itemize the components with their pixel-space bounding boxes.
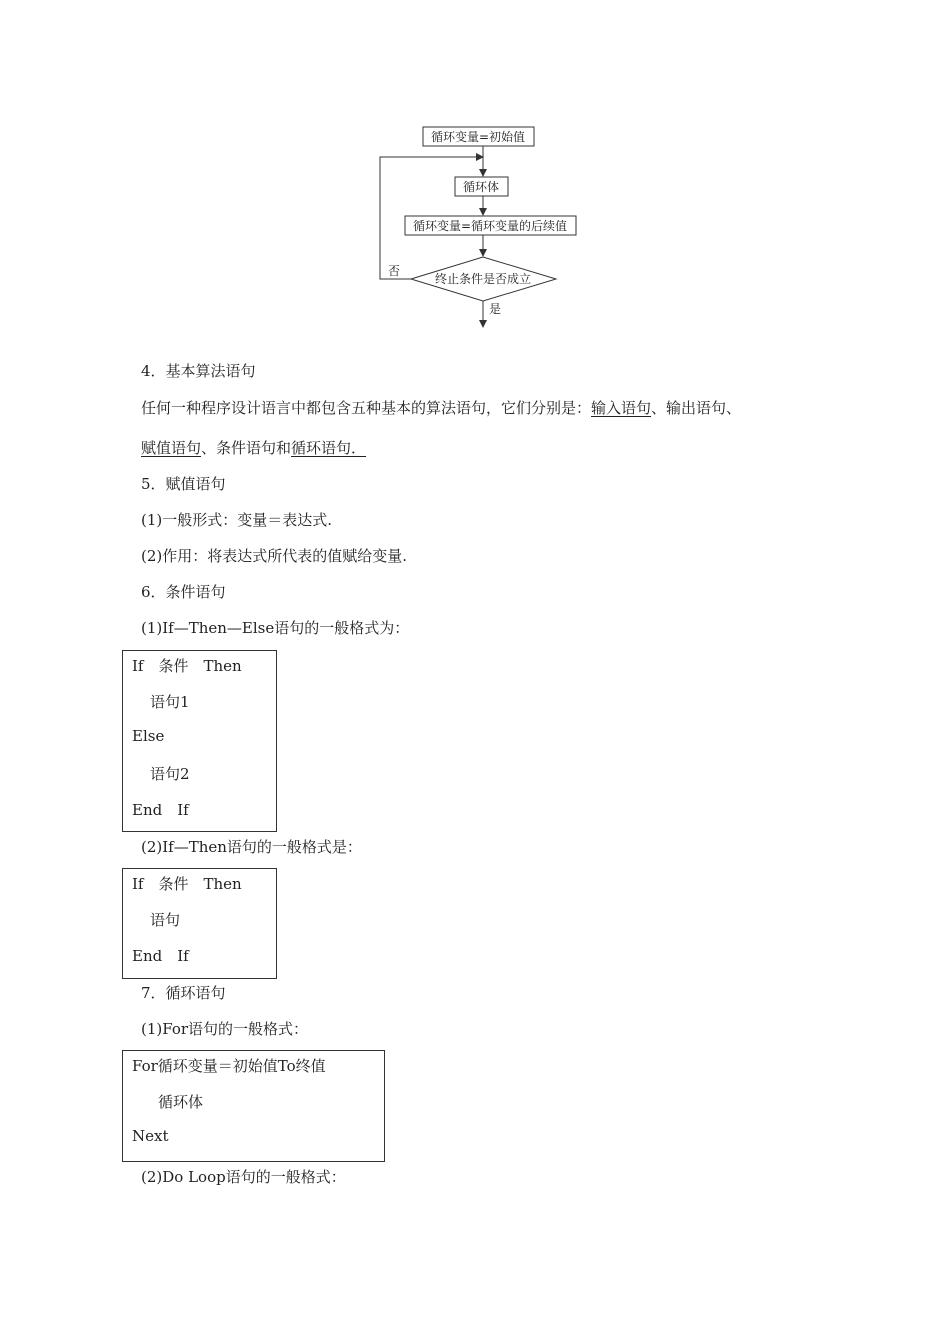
flow-yes-label: 是	[489, 302, 502, 316]
section-6-heading: 6．条件语句	[141, 583, 226, 601]
flow-condition-text: 终止条件是否成立	[434, 272, 532, 286]
code-line: End If	[132, 801, 189, 819]
flow-init-box	[423, 127, 534, 146]
s4-text-a: 任何一种程序设计语言中都包含五种基本的算法语句，它们分别是：	[141, 399, 592, 417]
code-line: End If	[132, 947, 189, 965]
section-7-item-2: (2)Do Loop语句的一般格式：	[141, 1168, 346, 1186]
s4-underlined-assign: 赋值语句	[141, 439, 202, 457]
loop-flowchart	[0, 0, 950, 340]
section-7-heading: 7．循环语句	[141, 984, 226, 1002]
section-5-heading: 5．赋值语句	[141, 475, 226, 493]
s4-text-c: 、条件语句和	[201, 439, 292, 457]
s4-underlined-input: 输入语句	[591, 399, 652, 417]
section-5-item-1: (1)一般形式：变量＝表达式.	[141, 511, 333, 529]
code-line: 语句1	[150, 693, 190, 711]
flow-no-label: 否	[388, 264, 401, 278]
s4-text-b: 、输出语句、	[651, 399, 742, 417]
code-line: Next	[132, 1127, 169, 1145]
s4-underlined-loop: 循环语句．	[291, 439, 367, 457]
for-loop-code-box	[122, 1050, 385, 1162]
flow-update-text: 循环变量=循环变量的后续值	[412, 219, 568, 233]
code-line: Else	[132, 727, 165, 745]
section-6-item-1: (1)If—Then—Else语句的一般格式为：	[141, 619, 410, 637]
section-4-paragraph-line2	[141, 437, 366, 458]
code-line: 语句	[150, 911, 181, 929]
code-line: 循环体	[158, 1093, 204, 1111]
section-7-item-1: (1)For语句的一般格式：	[141, 1020, 309, 1038]
code-line: For循环变量＝初始值To终值	[132, 1057, 326, 1075]
flow-init-text: 循环变量=初始值	[430, 130, 526, 144]
flow-condition-diamond	[411, 257, 556, 301]
code-line: 语句2	[150, 765, 190, 783]
flow-body-box	[455, 177, 508, 196]
flow-update-box	[405, 216, 576, 235]
if-then-code-box	[122, 868, 277, 979]
section-4-heading: 4．基本算法语句	[141, 362, 256, 380]
section-5-item-2: (2)作用：将表达式所代表的值赋给变量.	[141, 547, 408, 565]
code-line: If 条件 Then	[132, 875, 242, 893]
flow-body-text: 循环体	[462, 180, 500, 194]
if-then-else-code-box	[122, 650, 277, 832]
section-4-paragraph-line1	[141, 397, 741, 418]
code-line: If 条件 Then	[132, 657, 242, 675]
section-6-item-2: (2)If—Then语句的一般格式是：	[141, 838, 362, 856]
